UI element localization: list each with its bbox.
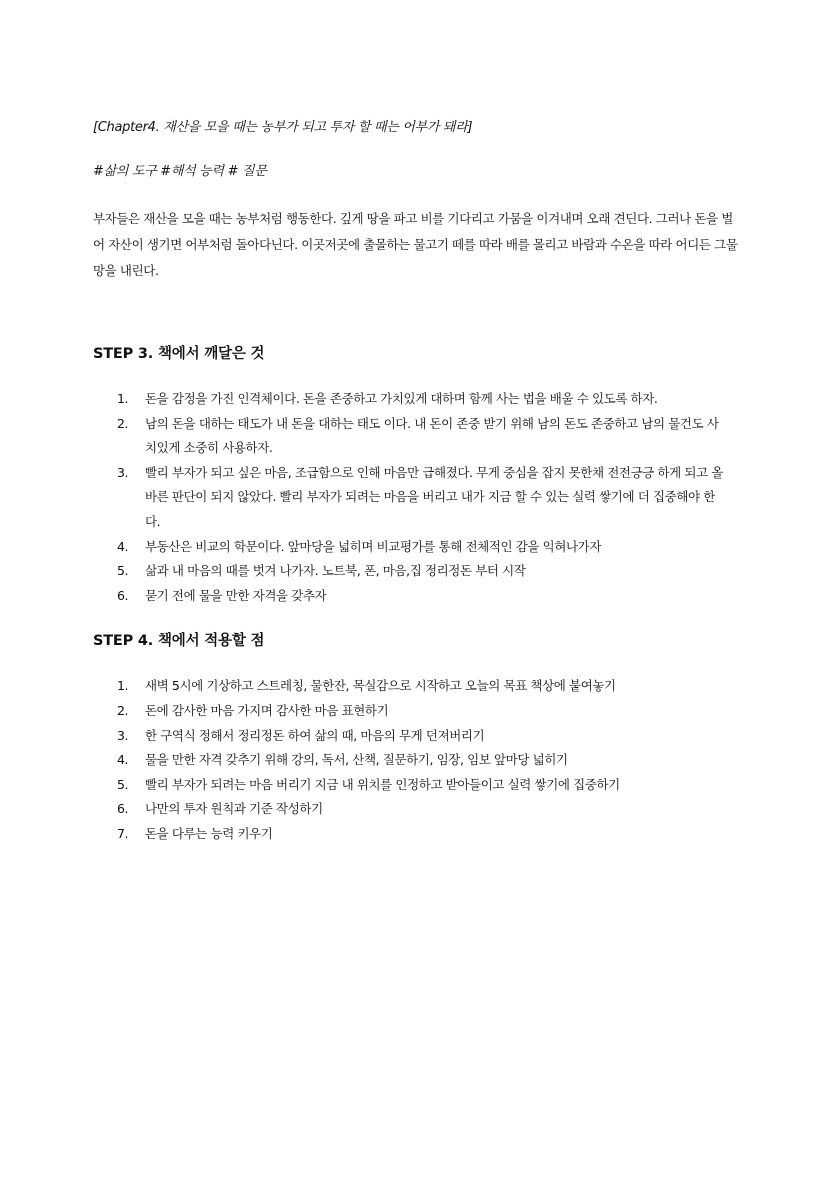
list-item-number: 5. (117, 776, 129, 792)
list-item-text: 부동산은 비교의 학문이다. 앞마당을 넓히며 비교평가를 통해 전체적인 감을 익혀나가자 (145, 538, 602, 554)
list-item-text: 빨리 부자가 되고 싶은 마음, 조급함으로 인해 마음만 급해졌다. 무게 중심을 잡지 못한채 전전긍긍 하게 되고 올바른 판단이 되지 않았다. 빨리 부자가 되려는 마음을 버리고 내가 지금 할 수 있는 실력 쌓기에 더 집중해야 한다. (145, 464, 724, 529)
list-item-number: 3. (117, 727, 129, 743)
list-item-text: 돈을 다루는 능력 키우기 (145, 825, 273, 841)
list-item-number: 1. (117, 678, 129, 694)
list-item (93, 461, 743, 535)
list-item-text: 남의 돈을 대하는 태도가 내 돈을 대하는 태도 이다. 내 돈이 존중 받기 위해 남의 돈도 존중하고 남의 물건도 사치있게 소중히 사용하자. (145, 415, 719, 456)
list-item (93, 535, 743, 560)
list-item-text: 한 구역식 정해서 정리정돈 하여 삶의 때, 마음의 무게 던져버리기 (145, 727, 485, 743)
summary-paragraph: 부자들은 재산을 모을 때는 농부처럼 행동한다. 깊게 땅을 파고 비를 기다리고 가뭄을 이겨내며 오래 견딘다. 그러나 돈을 벌어 자산이 생기면 어부처럼 돌아다닌다. 이곳저곳에 출몰하는 물고기 떼를 따라 배를 몰리고 바람과 수온을 따라 어디든 그물망을 내린다. (93, 211, 738, 278)
list-item (93, 797, 743, 822)
step3-list (93, 387, 743, 608)
list-item (93, 773, 743, 798)
list-item-number: 2. (117, 702, 129, 718)
list-item (93, 412, 743, 461)
list-item-number: 5. (117, 563, 129, 579)
list-item (93, 559, 743, 584)
list-item-number: 4. (117, 752, 129, 768)
list-item-number: 2. (117, 415, 129, 431)
list-item-text: 새벽 5시에 기상하고 스트레칭, 물한잔, 목실감으로 시작하고 오늘의 목표 책상에 붙여놓기 (145, 678, 616, 694)
list-item-text: 삶과 내 마음의 때를 벗겨 나가자. 노트북, 폰, 마음,집 정리정돈 부터 시작 (145, 563, 526, 579)
step4-list (93, 674, 743, 846)
list-item-number: 7. (117, 825, 129, 841)
list-item-text: 빨리 부자가 되려는 마음 버리기 지금 내 위치를 인정하고 받아들이고 실력 쌓기에 집중하기 (145, 776, 620, 792)
list-item (93, 699, 743, 724)
list-item (93, 674, 743, 699)
list-item-number: 6. (117, 587, 129, 603)
list-item-text: 돈을 감정을 가진 인격체이다. 돈을 존중하고 가치있게 대하며 함께 사는 법을 배울 수 있도록 하자. (145, 391, 658, 406)
list-item (93, 748, 743, 773)
list-item-text: 돈에 감사한 마음 가지며 감사한 마음 표현하기 (145, 702, 389, 718)
list-item-number: 1. (117, 391, 129, 406)
list-item (93, 724, 743, 749)
list-item-number: 6. (117, 801, 129, 817)
list-item-text: 묻기 전에 물을 만한 자격을 갖추자 (145, 587, 327, 603)
chapter-title: [Chapter4. 재산을 모을 때는 농부가 되고 투자 할 때는 어부가 돼라] (93, 120, 473, 135)
step3-heading: STEP 3. 책에서 깨달은 것 (93, 346, 265, 362)
list-item-text: 물을 만한 자격 갖추기 위해 강의, 독서, 산책, 질문하기, 임장, 임보 앞마당 넓히기 (145, 752, 568, 768)
list-item-number: 3. (117, 464, 129, 480)
step4-heading: STEP 4. 책에서 적용할 점 (93, 633, 265, 650)
list-item-text: 나만의 투자 원칙과 기준 작성하기 (145, 801, 323, 817)
list-item (93, 584, 743, 609)
list-item-number: 4. (117, 538, 129, 554)
hashtags: #삶의 도구 #해석 능력 # 질문 (93, 164, 267, 179)
list-item (93, 822, 743, 847)
list-item (93, 387, 743, 412)
document-page (93, 118, 743, 847)
